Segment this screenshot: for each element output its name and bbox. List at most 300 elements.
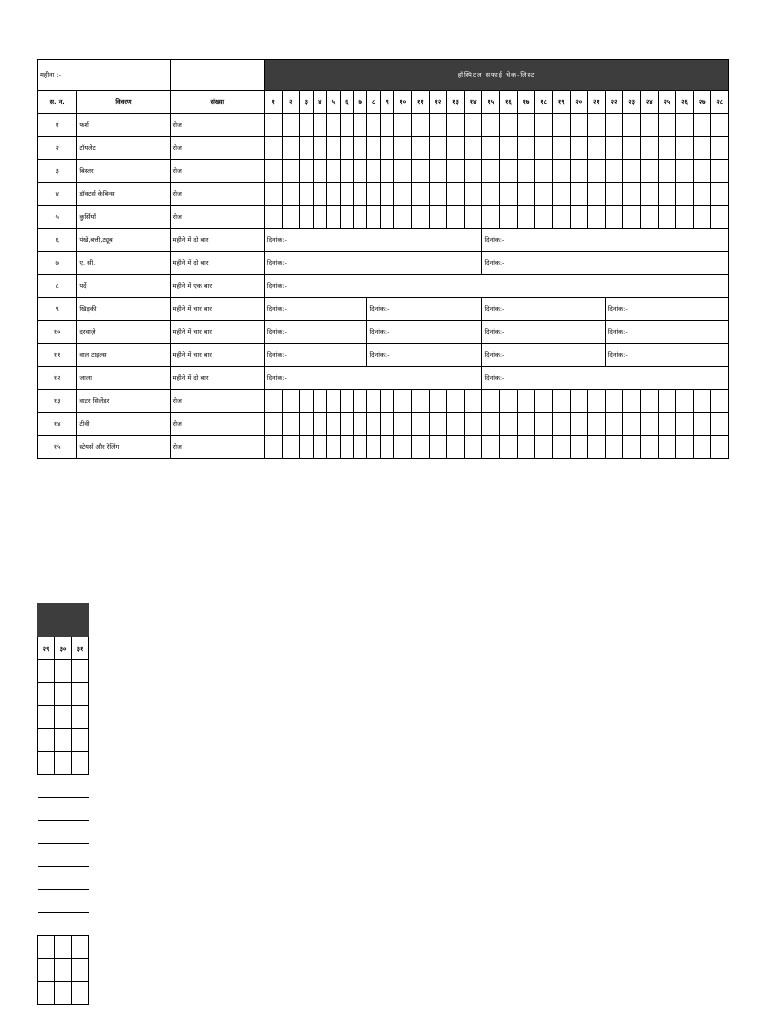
day-check-cell[interactable]	[55, 660, 72, 683]
day-header: २५	[658, 91, 676, 114]
date-cell[interactable]: दिनांक:-	[367, 344, 482, 367]
day-check-cell[interactable]	[394, 137, 412, 160]
day-check-cell[interactable]	[313, 390, 326, 413]
day-check-cell[interactable]	[282, 137, 300, 160]
day-check-cell[interactable]	[605, 114, 623, 137]
day-check-cell[interactable]	[264, 137, 282, 160]
day-check-cell[interactable]	[429, 390, 447, 413]
day-check-cell[interactable]	[676, 160, 694, 183]
day-header: ६	[340, 91, 353, 114]
day-check-cell[interactable]	[500, 390, 518, 413]
day-check-cell[interactable]	[394, 413, 412, 436]
day-check-cell[interactable]	[300, 160, 313, 183]
day-check-cell[interactable]	[552, 160, 570, 183]
day-check-cell[interactable]	[313, 183, 326, 206]
day-check-cell[interactable]	[55, 706, 72, 729]
day-check-cell[interactable]	[394, 114, 412, 137]
date-cell[interactable]: दिनांक:-	[482, 321, 605, 344]
day-check-cell[interactable]	[340, 436, 353, 459]
day-check-cell[interactable]	[658, 183, 676, 206]
day-check-cell[interactable]	[552, 183, 570, 206]
day-check-cell[interactable]	[300, 436, 313, 459]
day-check-cell[interactable]	[588, 206, 606, 229]
day-check-cell[interactable]	[300, 137, 313, 160]
date-cell[interactable]: दिनांक:-	[482, 367, 729, 390]
day-check-cell[interactable]	[570, 160, 588, 183]
day-check-cell[interactable]	[412, 160, 430, 183]
row-freq: महीने में दो बार	[170, 367, 264, 390]
row-freq: महीने में एक बार	[170, 275, 264, 298]
row-item: पंखे,बत्ती,ट्यूब	[77, 229, 170, 252]
day-check-cell[interactable]	[447, 413, 465, 436]
day-check-cell[interactable]	[72, 729, 89, 752]
date-cell-continuation[interactable]	[38, 867, 89, 890]
day-check-cell[interactable]	[588, 160, 606, 183]
day-check-cell[interactable]	[380, 114, 393, 137]
day-check-cell[interactable]	[676, 390, 694, 413]
day-check-cell[interactable]	[447, 436, 465, 459]
day-check-cell[interactable]	[38, 706, 55, 729]
day-check-cell[interactable]	[464, 413, 482, 436]
day-header: १५	[482, 91, 500, 114]
day-check-cell[interactable]	[711, 390, 729, 413]
day-check-cell[interactable]	[313, 137, 326, 160]
day-check-cell[interactable]	[464, 436, 482, 459]
day-check-cell[interactable]	[264, 114, 282, 137]
day-check-cell[interactable]	[412, 413, 430, 436]
day-check-cell[interactable]	[412, 137, 430, 160]
day-check-cell[interactable]	[623, 183, 641, 206]
day-check-cell[interactable]	[327, 183, 340, 206]
day-check-cell[interactable]	[282, 436, 300, 459]
day-check-cell[interactable]	[367, 413, 380, 436]
day-check-cell[interactable]	[535, 183, 553, 206]
day-check-cell[interactable]	[552, 137, 570, 160]
day-check-cell[interactable]	[693, 183, 711, 206]
date-cell[interactable]: दिनांक:-	[605, 298, 729, 321]
day-check-cell[interactable]	[570, 436, 588, 459]
day-check-cell[interactable]	[282, 206, 300, 229]
date-cell[interactable]: दिनांक:-	[482, 344, 605, 367]
date-cell-continuation[interactable]	[38, 798, 89, 821]
day-check-cell[interactable]	[313, 413, 326, 436]
day-check-cell[interactable]	[464, 160, 482, 183]
day-check-cell[interactable]	[517, 160, 535, 183]
day-check-cell[interactable]	[354, 206, 367, 229]
day-check-cell[interactable]	[623, 206, 641, 229]
day-check-cell[interactable]	[482, 206, 500, 229]
day-check-cell[interactable]	[640, 390, 658, 413]
day-check-cell[interactable]	[535, 137, 553, 160]
day-check-cell[interactable]	[394, 206, 412, 229]
day-check-cell[interactable]	[354, 183, 367, 206]
day-check-cell[interactable]	[570, 183, 588, 206]
day-check-cell[interactable]	[380, 413, 393, 436]
day-check-cell[interactable]	[517, 137, 535, 160]
day-check-cell[interactable]	[676, 183, 694, 206]
day-check-cell[interactable]	[264, 413, 282, 436]
date-cell-continuation[interactable]	[38, 913, 89, 936]
day-check-cell[interactable]	[588, 436, 606, 459]
date-cell-continuation[interactable]	[38, 844, 89, 867]
day-check-cell[interactable]	[380, 183, 393, 206]
day-check-cell[interactable]	[711, 114, 729, 137]
day-check-cell[interactable]	[313, 114, 326, 137]
day-check-cell[interactable]	[693, 436, 711, 459]
day-check-cell[interactable]	[264, 206, 282, 229]
day-check-cell[interactable]	[640, 160, 658, 183]
day-check-cell[interactable]	[623, 114, 641, 137]
date-cell-continuation[interactable]	[38, 890, 89, 913]
day-header: २७	[693, 91, 711, 114]
day-check-cell[interactable]	[588, 390, 606, 413]
day-check-cell[interactable]	[72, 660, 89, 683]
day-check-cell[interactable]	[38, 936, 55, 959]
day-check-cell[interactable]	[482, 390, 500, 413]
day-check-cell[interactable]	[535, 160, 553, 183]
day-check-cell[interactable]	[711, 183, 729, 206]
date-cell[interactable]: दिनांक:-	[264, 252, 482, 275]
day-check-cell[interactable]	[264, 160, 282, 183]
day-check-cell[interactable]	[367, 114, 380, 137]
day-check-cell[interactable]	[464, 183, 482, 206]
day-check-cell[interactable]	[282, 160, 300, 183]
day-check-cell[interactable]	[447, 206, 465, 229]
day-check-cell[interactable]	[300, 114, 313, 137]
day-check-cell[interactable]	[676, 114, 694, 137]
day-check-cell[interactable]	[55, 752, 72, 775]
day-check-cell[interactable]	[500, 436, 518, 459]
date-cell[interactable]: दिनांक:-	[605, 344, 729, 367]
table-row	[38, 229, 747, 252]
day-check-cell[interactable]	[394, 390, 412, 413]
day-check-cell[interactable]	[429, 206, 447, 229]
day-check-cell[interactable]	[588, 183, 606, 206]
day-check-cell[interactable]	[340, 390, 353, 413]
day-check-cell[interactable]	[482, 183, 500, 206]
day-check-cell[interactable]	[658, 206, 676, 229]
day-check-cell[interactable]	[605, 137, 623, 160]
day-check-cell[interactable]	[711, 137, 729, 160]
day-check-cell[interactable]	[300, 390, 313, 413]
day-check-cell[interactable]	[605, 390, 623, 413]
date-cell[interactable]: दिनांक:-	[264, 321, 367, 344]
day-check-cell[interactable]	[500, 413, 518, 436]
day-check-cell[interactable]	[380, 436, 393, 459]
day-check-cell[interactable]	[300, 183, 313, 206]
day-check-cell[interactable]	[282, 183, 300, 206]
date-cell[interactable]: दिनांक:-	[367, 298, 482, 321]
day-check-cell[interactable]	[693, 160, 711, 183]
day-check-cell[interactable]	[447, 160, 465, 183]
date-cell-continuation[interactable]	[38, 775, 89, 798]
day-check-cell[interactable]	[605, 160, 623, 183]
day-check-cell[interactable]	[354, 436, 367, 459]
day-check-cell[interactable]	[380, 390, 393, 413]
day-check-cell[interactable]	[658, 413, 676, 436]
day-check-cell[interactable]	[640, 137, 658, 160]
day-check-cell[interactable]	[327, 137, 340, 160]
day-check-cell[interactable]	[482, 436, 500, 459]
day-check-cell[interactable]	[412, 436, 430, 459]
day-check-cell[interactable]	[264, 390, 282, 413]
day-check-cell[interactable]	[517, 114, 535, 137]
day-check-cell[interactable]	[693, 137, 711, 160]
day-check-cell[interactable]	[313, 206, 326, 229]
date-cell[interactable]: दिनांक:-	[264, 275, 728, 298]
day-check-cell[interactable]	[464, 137, 482, 160]
day-check-cell[interactable]	[552, 390, 570, 413]
day-check-cell[interactable]	[313, 436, 326, 459]
day-check-cell[interactable]	[327, 206, 340, 229]
day-check-cell[interactable]	[552, 206, 570, 229]
day-check-cell[interactable]	[447, 114, 465, 137]
day-check-cell[interactable]	[640, 206, 658, 229]
day-check-cell[interactable]	[447, 137, 465, 160]
day-check-cell[interactable]	[482, 413, 500, 436]
day-check-cell[interactable]	[676, 413, 694, 436]
row-freq: रोज	[170, 160, 264, 183]
day-check-cell[interactable]	[429, 160, 447, 183]
day-check-cell[interactable]	[500, 183, 518, 206]
day-check-cell[interactable]	[264, 436, 282, 459]
date-cell-continuation[interactable]	[38, 821, 89, 844]
day-check-cell[interactable]	[658, 436, 676, 459]
day-check-cell[interactable]	[72, 982, 89, 1005]
day-check-cell[interactable]	[693, 114, 711, 137]
day-check-cell[interactable]	[605, 206, 623, 229]
day-check-cell[interactable]	[429, 436, 447, 459]
date-cell[interactable]: दिनांक:-	[482, 229, 729, 252]
day-check-cell[interactable]	[482, 160, 500, 183]
day-check-cell[interactable]	[38, 752, 55, 775]
day-check-cell[interactable]	[340, 183, 353, 206]
day-check-cell[interactable]	[676, 206, 694, 229]
overflow-row	[38, 936, 89, 959]
day-check-cell[interactable]	[500, 114, 518, 137]
day-check-cell[interactable]	[340, 413, 353, 436]
day-check-cell[interactable]	[282, 114, 300, 137]
day-check-cell[interactable]	[535, 114, 553, 137]
day-check-cell[interactable]	[367, 137, 380, 160]
day-check-cell[interactable]	[412, 206, 430, 229]
day-header: ८	[367, 91, 380, 114]
day-check-cell[interactable]	[676, 436, 694, 459]
day-check-cell[interactable]	[535, 413, 553, 436]
date-cell[interactable]: दिनांक:-	[482, 298, 605, 321]
day-check-cell[interactable]	[55, 982, 72, 1005]
day-check-cell[interactable]	[313, 160, 326, 183]
day-check-cell[interactable]	[623, 137, 641, 160]
day-check-cell[interactable]	[517, 413, 535, 436]
row-sn: १२	[38, 367, 77, 390]
day-check-cell[interactable]	[658, 390, 676, 413]
day-check-cell[interactable]	[640, 413, 658, 436]
day-check-cell[interactable]	[429, 114, 447, 137]
day-check-cell[interactable]	[72, 959, 89, 982]
day-check-cell[interactable]	[55, 959, 72, 982]
month-field[interactable]	[170, 60, 264, 91]
day-check-cell[interactable]	[570, 206, 588, 229]
day-check-cell[interactable]	[300, 413, 313, 436]
row-item: वाल टाइल्स	[77, 344, 170, 367]
day-check-cell[interactable]	[380, 206, 393, 229]
day-check-cell[interactable]	[412, 390, 430, 413]
day-check-cell[interactable]	[711, 160, 729, 183]
day-check-cell[interactable]	[605, 413, 623, 436]
day-check-cell[interactable]	[552, 436, 570, 459]
day-check-cell[interactable]	[570, 137, 588, 160]
day-check-cell[interactable]	[367, 390, 380, 413]
day-check-cell[interactable]	[367, 436, 380, 459]
date-cell[interactable]: दिनांक:-	[605, 321, 729, 344]
day-check-cell[interactable]	[693, 390, 711, 413]
date-cell[interactable]: दिनांक:-	[264, 298, 367, 321]
day-check-cell[interactable]	[658, 137, 676, 160]
day-header: १६	[500, 91, 518, 114]
day-check-cell[interactable]	[588, 413, 606, 436]
day-check-cell[interactable]	[38, 660, 55, 683]
date-cell[interactable]: दिनांक:-	[264, 367, 482, 390]
day-check-cell[interactable]	[676, 137, 694, 160]
day-check-cell[interactable]	[588, 137, 606, 160]
date-cell[interactable]: दिनांक:-	[264, 344, 367, 367]
day-check-cell[interactable]	[340, 206, 353, 229]
day-check-cell[interactable]	[327, 436, 340, 459]
day-check-cell[interactable]	[605, 183, 623, 206]
day-check-cell[interactable]	[354, 114, 367, 137]
day-check-cell[interactable]	[482, 114, 500, 137]
day-check-cell[interactable]	[55, 936, 72, 959]
day-check-cell[interactable]	[517, 183, 535, 206]
date-cell[interactable]: दिनांक:-	[482, 252, 729, 275]
day-check-cell[interactable]	[640, 183, 658, 206]
day-check-cell[interactable]	[300, 206, 313, 229]
day-check-cell[interactable]	[367, 206, 380, 229]
day-check-cell[interactable]	[72, 752, 89, 775]
day-check-cell[interactable]	[535, 436, 553, 459]
row-freq: महीने में दो बार	[170, 252, 264, 275]
day-check-cell[interactable]	[354, 413, 367, 436]
date-cell[interactable]: दिनांक:-	[264, 229, 482, 252]
day-check-cell[interactable]	[500, 137, 518, 160]
day-check-cell[interactable]	[354, 390, 367, 413]
day-check-cell[interactable]	[570, 413, 588, 436]
day-check-cell[interactable]	[380, 137, 393, 160]
row-item: टीवी	[77, 413, 170, 436]
row-item: फर्श	[77, 114, 170, 137]
day-check-cell[interactable]	[482, 137, 500, 160]
day-check-cell[interactable]	[429, 413, 447, 436]
day-check-cell[interactable]	[693, 413, 711, 436]
day-check-cell[interactable]	[38, 959, 55, 982]
day-check-cell[interactable]	[367, 160, 380, 183]
day-check-cell[interactable]	[38, 729, 55, 752]
day-check-cell[interactable]	[605, 436, 623, 459]
day-header: ३	[300, 91, 313, 114]
day-check-cell[interactable]	[412, 114, 430, 137]
month-label[interactable]: महीना :-	[38, 60, 171, 91]
date-cell[interactable]: दिनांक:-	[367, 321, 482, 344]
day-check-cell[interactable]	[570, 390, 588, 413]
day-check-cell[interactable]	[55, 729, 72, 752]
day-check-cell[interactable]	[623, 390, 641, 413]
day-check-cell[interactable]	[500, 206, 518, 229]
day-check-cell[interactable]	[588, 114, 606, 137]
day-check-cell[interactable]	[38, 982, 55, 1005]
day-check-cell[interactable]	[340, 114, 353, 137]
day-check-cell[interactable]	[72, 683, 89, 706]
day-check-cell[interactable]	[327, 413, 340, 436]
day-check-cell[interactable]	[570, 114, 588, 137]
day-check-cell[interactable]	[552, 114, 570, 137]
day-check-cell[interactable]	[517, 206, 535, 229]
day-check-cell[interactable]	[447, 183, 465, 206]
day-check-cell[interactable]	[327, 390, 340, 413]
day-check-cell[interactable]	[711, 436, 729, 459]
day-check-cell[interactable]	[327, 114, 340, 137]
day-check-cell[interactable]	[552, 413, 570, 436]
day-check-cell[interactable]	[340, 137, 353, 160]
day-check-cell[interactable]	[447, 390, 465, 413]
table-row	[38, 321, 747, 344]
day-check-cell[interactable]	[711, 206, 729, 229]
day-check-cell[interactable]	[380, 160, 393, 183]
day-check-cell[interactable]	[640, 436, 658, 459]
day-check-cell[interactable]	[38, 683, 55, 706]
day-check-cell[interactable]	[282, 390, 300, 413]
overflow-day-headers	[38, 637, 89, 660]
day-check-cell[interactable]	[500, 160, 518, 183]
day-check-cell[interactable]	[623, 436, 641, 459]
day-check-cell[interactable]	[623, 160, 641, 183]
day-check-cell[interactable]	[640, 114, 658, 137]
day-check-cell[interactable]	[327, 160, 340, 183]
day-check-cell[interactable]	[55, 683, 72, 706]
day-check-cell[interactable]	[394, 160, 412, 183]
day-check-cell[interactable]	[429, 183, 447, 206]
day-check-cell[interactable]	[517, 436, 535, 459]
day-check-cell[interactable]	[658, 114, 676, 137]
day-check-cell[interactable]	[394, 436, 412, 459]
day-check-cell[interactable]	[693, 206, 711, 229]
day-check-cell[interactable]	[340, 160, 353, 183]
day-check-cell[interactable]	[394, 183, 412, 206]
day-check-cell[interactable]	[464, 114, 482, 137]
day-check-cell[interactable]	[264, 183, 282, 206]
day-check-cell[interactable]	[72, 936, 89, 959]
row-sn: ९	[38, 298, 77, 321]
day-check-cell[interactable]	[354, 160, 367, 183]
day-check-cell[interactable]	[282, 413, 300, 436]
day-check-cell[interactable]	[354, 137, 367, 160]
day-check-cell[interactable]	[464, 390, 482, 413]
day-check-cell[interactable]	[658, 160, 676, 183]
day-check-cell[interactable]	[367, 183, 380, 206]
day-check-cell[interactable]	[429, 137, 447, 160]
day-check-cell[interactable]	[412, 183, 430, 206]
row-item: दरवाज़े	[77, 321, 170, 344]
day-check-cell[interactable]	[623, 413, 641, 436]
day-check-cell[interactable]	[72, 706, 89, 729]
day-check-cell[interactable]	[517, 390, 535, 413]
overflow-row	[38, 959, 89, 982]
day-check-cell[interactable]	[535, 206, 553, 229]
day-header: ४	[313, 91, 326, 114]
day-check-cell[interactable]	[535, 390, 553, 413]
day-check-cell[interactable]	[711, 413, 729, 436]
day-check-cell[interactable]	[464, 206, 482, 229]
